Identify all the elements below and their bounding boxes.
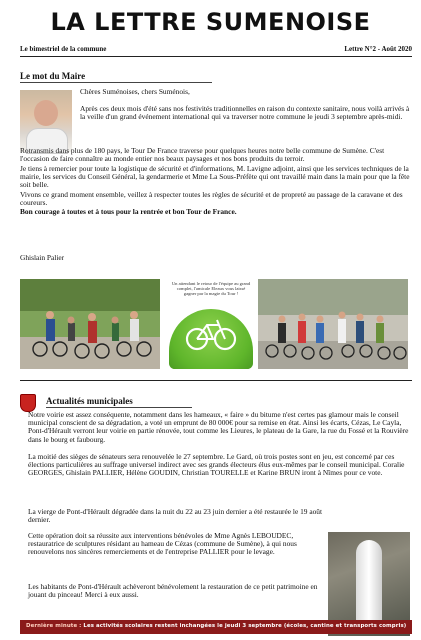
tour-poster-graphic bbox=[169, 309, 253, 369]
actualites-heading: Actualités municipales bbox=[46, 396, 133, 406]
last-minute-banner bbox=[20, 620, 412, 634]
bicycle-icon bbox=[169, 309, 253, 369]
mayor-closing: Bon courage à toutes et à tous pour la rentrée et bon Tour de France. bbox=[20, 207, 237, 216]
mayor-signature: Ghislain Palier bbox=[20, 253, 65, 262]
mayor-paragraph: Rotransmis dans plus de 180 pays, le Tour De France traverse pour quelques heures notre belle commune de Sumène. C'est l'occasion de faire connaître au monde entier nos beaux paysages et nos bons produits du terroir. bbox=[20, 146, 385, 164]
mayor-heading-rule bbox=[20, 82, 212, 83]
last-minute-label: Dernière minute : bbox=[26, 623, 82, 629]
mayor-paragraph: Après ces deux mois d'été sans nos festivités traditionnelles en raison du contexte sanitaire, nous voilà arrivés à la veille d'un grand événement international qui va traverser notre commune le jeudi 3 septembre après-midi. bbox=[80, 104, 410, 122]
cyclists-photo-right bbox=[258, 279, 408, 369]
masthead-subtitle: Le bimestriel de la commune bbox=[20, 45, 107, 53]
mayor-heading: Le mot du Maire bbox=[20, 71, 86, 81]
mayor-paragraph: Vivons ce grand moment ensemble, veillez à respecter toutes les règles de sécurité et de propreté au passage de la caravane et des coureurs. bbox=[20, 190, 403, 208]
tour-poster bbox=[163, 279, 255, 369]
section-divider bbox=[20, 380, 412, 381]
mayor-photo bbox=[20, 90, 72, 152]
cyclists-photo-left bbox=[20, 279, 160, 369]
masthead-rule bbox=[20, 56, 412, 57]
actualites-heading-rule bbox=[46, 407, 192, 408]
tour-poster-text: Un attendant le retour de l'équipe au grand complet, l'amicale Eleaux vous laissé gagner par la magie du Tour ! bbox=[171, 281, 251, 297]
news-paragraph: La vierge de Pont-d'Hérault dégradée dans la nuit du 22 au 23 juin dernier a été restaurée le 19 août dernier. bbox=[28, 507, 323, 525]
news-paragraph: La moitié des sièges de sénateurs sera renouvelée le 27 septembre. Le Gard, où trois postes sont en jeu, est concerné par ces élections particulières au suffrage universel indirect avec ses grands électeurs élus eux-mêmes par le conseil municipal. Coralie GEORGES, Ghislain PALLIER, Hélène GOUDIN, Christian TOURELLE et Karine BRUN iront à Nîmes pour ce vote. bbox=[28, 452, 405, 478]
masthead-bar bbox=[20, 45, 412, 53]
mayor-greeting: Chères Suménoises, chers Suménois, bbox=[80, 87, 190, 96]
newsletter-title: LA LETTRE SUMENOISE bbox=[50, 8, 371, 36]
last-minute-text: Les activités scolaires restent inchangées le jeudi 3 septembre (écoles, cantine et transports compris) bbox=[83, 623, 407, 629]
mayor-paragraph: Je tiens à remercier pour toute la logistique de sécurité et d'informations, M. Lavigne adjoint, ainsi que les services techniques de la mairie, les services du Conseil Général, la gendarmerie et Mme La Sous-Préfète qui ont travaillé main dans la main pour que la fête soit belle. bbox=[20, 164, 410, 190]
news-paragraph: Les habitants de Pont-d'Hérault achèveront bénévolement la restauration de ce petit patrimoine en jouant du pinceau! Merci à eux aussi. bbox=[28, 582, 318, 600]
news-paragraph: Cette opération doit sa réussite aux interventions bénévoles de Mme Agnès LEBOUDEC, restauratrice de sculptures résidant au hameau de Cézas (commune de Sumène), à qui nous renouvelons nos sincères remerciements et de l'entreprise PALLIER pour le levage. bbox=[28, 531, 297, 557]
news-paragraph: Notre voirie est assez conséquente, notamment dans les hameaux, « faire » du bitume n'est certes pas glamour mais le conseil municipal conscient de sa dégradation, a voté un emprunt de 80 000€ pour sa remise en état. Ainsi les écarts, Cézas, Le Cayla, Pont-d'Hérault verront leur voirie en partie rénovée, tout comme les Lieures, le plateau de la Gare, la rue du Fossé et la Rouvière dans le bourg et faubourg. bbox=[28, 410, 409, 444]
issue-number: Lettre N°2 - Août 2020 bbox=[344, 45, 412, 53]
